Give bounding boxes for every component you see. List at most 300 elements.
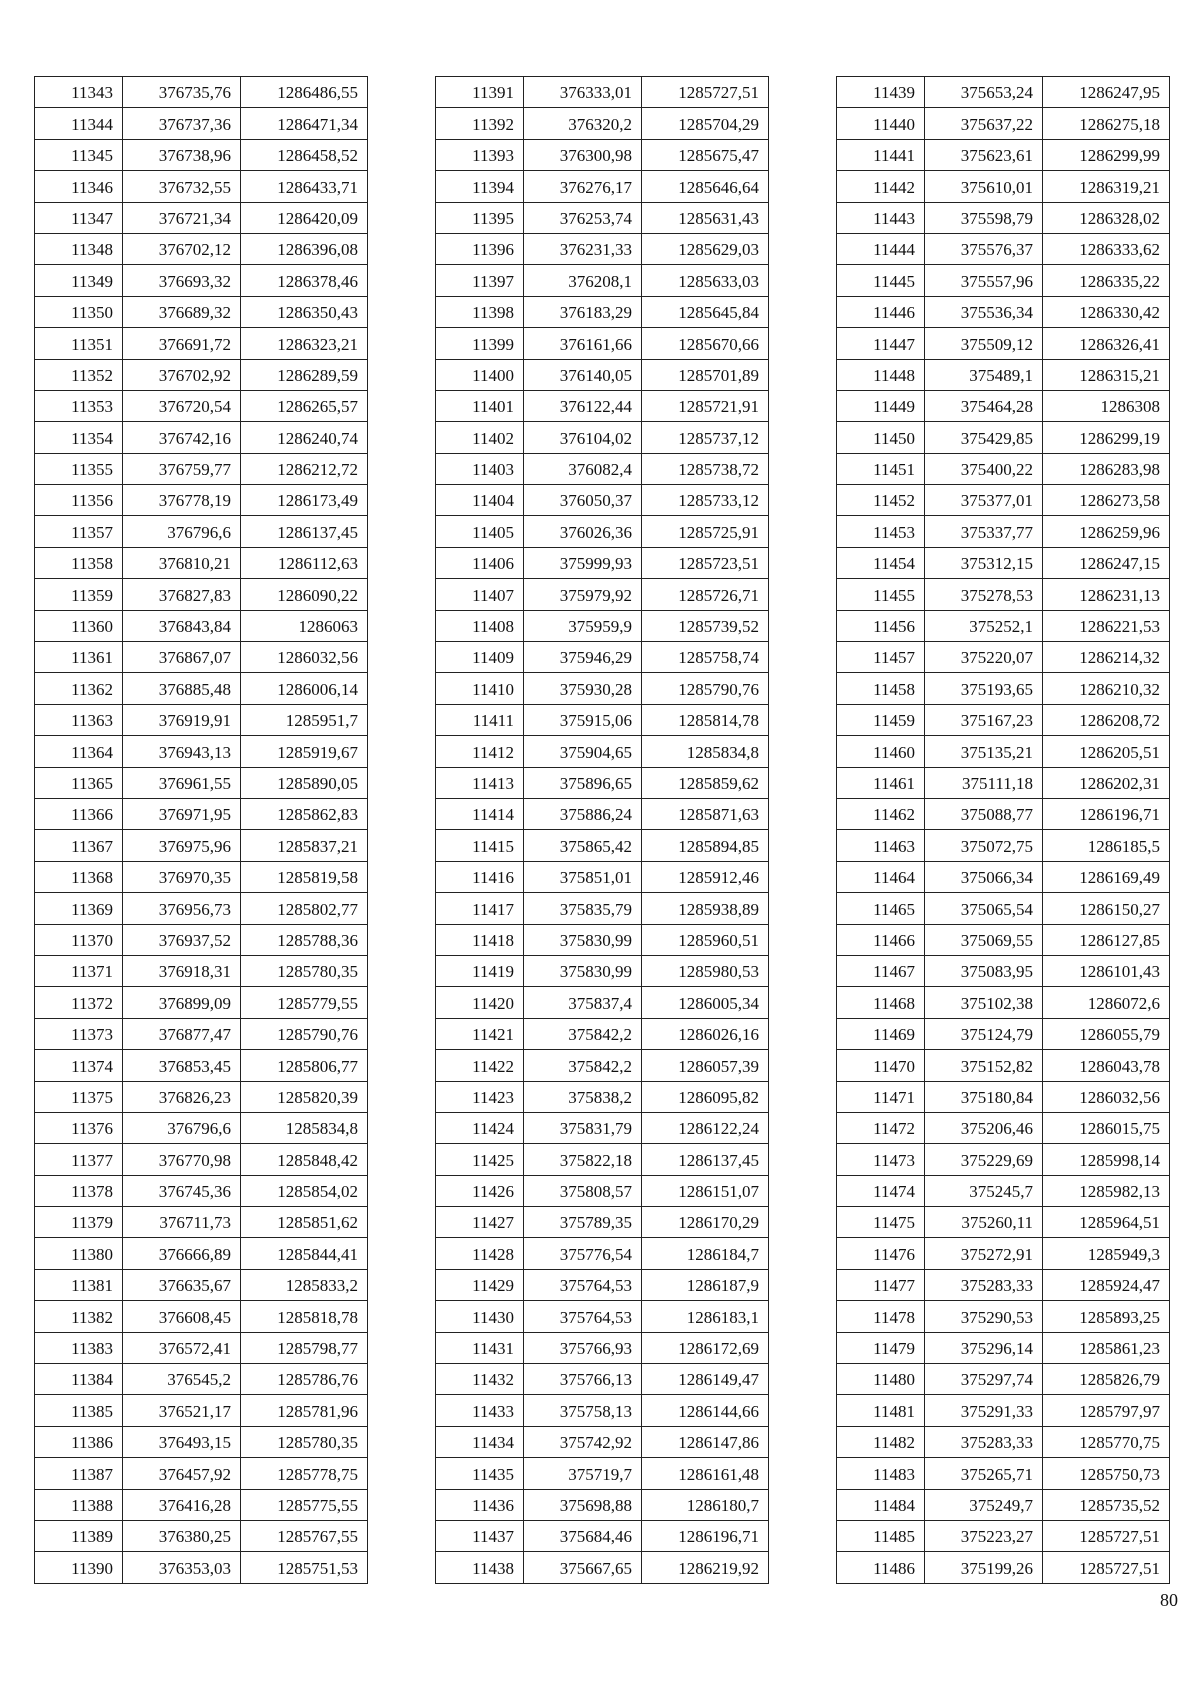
x-coordinate-cell: 375223,27 xyxy=(925,1520,1043,1551)
x-coordinate-cell: 375822,18 xyxy=(524,1144,642,1175)
coordinate-table-1 xyxy=(34,76,368,1584)
x-coordinate-cell: 375536,34 xyxy=(925,296,1043,327)
table-row xyxy=(436,673,769,704)
table-row xyxy=(837,987,1170,1018)
point-number-cell: 11417 xyxy=(436,893,524,924)
table-row xyxy=(436,422,769,453)
point-number-cell: 11376 xyxy=(35,1112,123,1143)
page-number: 80 xyxy=(1160,1590,1178,1610)
y-coordinate-cell: 1285861,23 xyxy=(1043,1332,1170,1363)
x-coordinate-cell: 375930,28 xyxy=(524,673,642,704)
point-number-cell: 11401 xyxy=(436,390,524,421)
y-coordinate-cell: 1285725,91 xyxy=(642,516,769,547)
x-coordinate-cell: 376919,91 xyxy=(123,704,241,735)
x-coordinate-cell: 375297,74 xyxy=(925,1364,1043,1395)
x-coordinate-cell: 376732,55 xyxy=(123,171,241,202)
table-row xyxy=(837,547,1170,578)
table-row xyxy=(837,485,1170,516)
x-coordinate-cell: 375999,93 xyxy=(524,547,642,578)
x-coordinate-cell: 375135,21 xyxy=(925,736,1043,767)
point-number-cell: 11465 xyxy=(837,893,925,924)
point-number-cell: 11387 xyxy=(35,1458,123,1489)
x-coordinate-cell: 376493,15 xyxy=(123,1426,241,1457)
y-coordinate-cell: 1286221,53 xyxy=(1043,610,1170,641)
table-row xyxy=(837,1395,1170,1426)
table-row xyxy=(35,1018,368,1049)
y-coordinate-cell: 1285727,51 xyxy=(642,77,769,108)
point-number-cell: 11462 xyxy=(837,798,925,829)
y-coordinate-cell: 1286005,34 xyxy=(642,987,769,1018)
x-coordinate-cell: 376956,73 xyxy=(123,893,241,924)
x-coordinate-cell: 376161,66 xyxy=(524,328,642,359)
y-coordinate-cell: 1286112,63 xyxy=(241,547,368,578)
table-row xyxy=(35,390,368,421)
point-number-cell: 11347 xyxy=(35,202,123,233)
table-row xyxy=(837,642,1170,673)
x-coordinate-cell: 375102,38 xyxy=(925,987,1043,1018)
table-row xyxy=(35,955,368,986)
x-coordinate-cell: 376635,67 xyxy=(123,1269,241,1300)
x-coordinate-cell: 375283,33 xyxy=(925,1269,1043,1300)
x-coordinate-cell: 376970,35 xyxy=(123,861,241,892)
x-coordinate-cell: 376810,21 xyxy=(123,547,241,578)
point-number-cell: 11448 xyxy=(837,359,925,390)
point-number-cell: 11408 xyxy=(436,610,524,641)
table-row xyxy=(837,767,1170,798)
y-coordinate-cell: 1285951,7 xyxy=(241,704,368,735)
point-number-cell: 11451 xyxy=(837,453,925,484)
point-number-cell: 11366 xyxy=(35,798,123,829)
table-row xyxy=(436,736,769,767)
table-row xyxy=(35,485,368,516)
y-coordinate-cell: 1285814,78 xyxy=(642,704,769,735)
table-row xyxy=(837,1364,1170,1395)
x-coordinate-cell: 375296,14 xyxy=(925,1332,1043,1363)
y-coordinate-cell: 1285779,55 xyxy=(241,987,368,1018)
table-row xyxy=(837,861,1170,892)
y-coordinate-cell: 1286308 xyxy=(1043,390,1170,421)
y-coordinate-cell: 1285862,83 xyxy=(241,798,368,829)
table-row xyxy=(35,924,368,955)
x-coordinate-cell: 376796,6 xyxy=(123,1112,241,1143)
y-coordinate-cell: 1286172,69 xyxy=(642,1332,769,1363)
x-coordinate-cell: 376720,54 xyxy=(123,390,241,421)
table-row xyxy=(436,1112,769,1143)
y-coordinate-cell: 1286265,57 xyxy=(241,390,368,421)
x-coordinate-cell: 376711,73 xyxy=(123,1207,241,1238)
table-row xyxy=(35,547,368,578)
x-coordinate-cell: 376937,52 xyxy=(123,924,241,955)
table-row xyxy=(436,830,769,861)
point-number-cell: 11361 xyxy=(35,642,123,673)
x-coordinate-cell: 376702,12 xyxy=(123,233,241,264)
table-row xyxy=(837,390,1170,421)
table-row xyxy=(35,516,368,547)
y-coordinate-cell: 1285770,75 xyxy=(1043,1426,1170,1457)
table-row xyxy=(436,1332,769,1363)
point-number-cell: 11455 xyxy=(837,579,925,610)
table-row xyxy=(436,1175,769,1206)
table-row xyxy=(837,1175,1170,1206)
table-row xyxy=(837,296,1170,327)
x-coordinate-cell: 376208,1 xyxy=(524,265,642,296)
y-coordinate-cell: 1286433,71 xyxy=(241,171,368,202)
point-number-cell: 11460 xyxy=(837,736,925,767)
table-row xyxy=(436,328,769,359)
point-number-cell: 11483 xyxy=(837,1458,925,1489)
table-row xyxy=(35,1238,368,1269)
y-coordinate-cell: 1286147,86 xyxy=(642,1426,769,1457)
table-row xyxy=(436,202,769,233)
table-row xyxy=(436,924,769,955)
x-coordinate-cell: 376738,96 xyxy=(123,139,241,170)
table-row xyxy=(837,830,1170,861)
x-coordinate-cell: 376770,98 xyxy=(123,1144,241,1175)
y-coordinate-cell: 1285778,75 xyxy=(241,1458,368,1489)
x-coordinate-cell: 376961,55 xyxy=(123,767,241,798)
point-number-cell: 11388 xyxy=(35,1489,123,1520)
y-coordinate-cell: 1285819,58 xyxy=(241,861,368,892)
point-number-cell: 11441 xyxy=(837,139,925,170)
x-coordinate-cell: 375291,33 xyxy=(925,1395,1043,1426)
point-number-cell: 11344 xyxy=(35,108,123,139)
point-number-cell: 11348 xyxy=(35,233,123,264)
table-row xyxy=(35,767,368,798)
table-row xyxy=(436,1301,769,1332)
x-coordinate-cell: 376183,29 xyxy=(524,296,642,327)
x-coordinate-cell: 375088,77 xyxy=(925,798,1043,829)
x-coordinate-cell: 376333,01 xyxy=(524,77,642,108)
point-number-cell: 11450 xyxy=(837,422,925,453)
x-coordinate-cell: 375598,79 xyxy=(925,202,1043,233)
x-coordinate-cell: 375252,1 xyxy=(925,610,1043,641)
x-coordinate-cell: 375152,82 xyxy=(925,1050,1043,1081)
y-coordinate-cell: 1285859,62 xyxy=(642,767,769,798)
x-coordinate-cell: 376735,76 xyxy=(123,77,241,108)
point-number-cell: 11431 xyxy=(436,1332,524,1363)
point-number-cell: 11360 xyxy=(35,610,123,641)
point-number-cell: 11471 xyxy=(837,1081,925,1112)
table-row xyxy=(35,77,368,108)
y-coordinate-cell: 1285751,53 xyxy=(241,1552,368,1583)
y-coordinate-cell: 1285758,74 xyxy=(642,642,769,673)
x-coordinate-cell: 376050,37 xyxy=(524,485,642,516)
x-coordinate-cell: 376702,92 xyxy=(123,359,241,390)
x-coordinate-cell: 375623,61 xyxy=(925,139,1043,170)
point-number-cell: 11403 xyxy=(436,453,524,484)
table-row xyxy=(436,1018,769,1049)
x-coordinate-cell: 375069,55 xyxy=(925,924,1043,955)
x-coordinate-cell: 375489,1 xyxy=(925,359,1043,390)
x-coordinate-cell: 375229,69 xyxy=(925,1144,1043,1175)
table-row xyxy=(436,893,769,924)
point-number-cell: 11364 xyxy=(35,736,123,767)
point-number-cell: 11409 xyxy=(436,642,524,673)
table-row xyxy=(436,610,769,641)
point-number-cell: 11354 xyxy=(35,422,123,453)
y-coordinate-cell: 1286208,72 xyxy=(1043,704,1170,735)
point-number-cell: 11468 xyxy=(837,987,925,1018)
table-row xyxy=(35,1395,368,1426)
table-row xyxy=(837,673,1170,704)
x-coordinate-cell: 376231,33 xyxy=(524,233,642,264)
y-coordinate-cell: 1286127,85 xyxy=(1043,924,1170,955)
x-coordinate-cell: 375272,91 xyxy=(925,1238,1043,1269)
point-number-cell: 11404 xyxy=(436,485,524,516)
y-coordinate-cell: 1285701,89 xyxy=(642,359,769,390)
table-row xyxy=(837,610,1170,641)
point-number-cell: 11358 xyxy=(35,547,123,578)
y-coordinate-cell: 1285851,62 xyxy=(241,1207,368,1238)
point-number-cell: 11345 xyxy=(35,139,123,170)
y-coordinate-cell: 1285848,42 xyxy=(241,1144,368,1175)
point-number-cell: 11378 xyxy=(35,1175,123,1206)
point-number-cell: 11428 xyxy=(436,1238,524,1269)
point-number-cell: 11363 xyxy=(35,704,123,735)
y-coordinate-cell: 1286144,66 xyxy=(642,1395,769,1426)
table-row xyxy=(436,1238,769,1269)
table-row xyxy=(35,1175,368,1206)
point-number-cell: 11397 xyxy=(436,265,524,296)
coordinate-table-2 xyxy=(435,76,769,1584)
table-row xyxy=(436,1395,769,1426)
x-coordinate-cell: 375290,53 xyxy=(925,1301,1043,1332)
x-coordinate-cell: 375220,07 xyxy=(925,642,1043,673)
point-number-cell: 11410 xyxy=(436,673,524,704)
y-coordinate-cell: 1286122,24 xyxy=(642,1112,769,1143)
y-coordinate-cell: 1285735,52 xyxy=(1043,1489,1170,1520)
table-row xyxy=(837,579,1170,610)
table-row xyxy=(837,1018,1170,1049)
x-coordinate-cell: 375509,12 xyxy=(925,328,1043,359)
y-coordinate-cell: 1285733,12 xyxy=(642,485,769,516)
x-coordinate-cell: 376666,89 xyxy=(123,1238,241,1269)
y-coordinate-cell: 1286326,41 xyxy=(1043,328,1170,359)
table-row xyxy=(837,171,1170,202)
table-row xyxy=(436,642,769,673)
point-number-cell: 11477 xyxy=(837,1269,925,1300)
point-number-cell: 11446 xyxy=(837,296,925,327)
x-coordinate-cell: 376721,34 xyxy=(123,202,241,233)
x-coordinate-cell: 375653,24 xyxy=(925,77,1043,108)
x-coordinate-cell: 375193,65 xyxy=(925,673,1043,704)
x-coordinate-cell: 375764,53 xyxy=(524,1301,642,1332)
point-number-cell: 11435 xyxy=(436,1458,524,1489)
point-number-cell: 11436 xyxy=(436,1489,524,1520)
y-coordinate-cell: 1286333,62 xyxy=(1043,233,1170,264)
point-number-cell: 11476 xyxy=(837,1238,925,1269)
y-coordinate-cell: 1285893,25 xyxy=(1043,1301,1170,1332)
y-coordinate-cell: 1285629,03 xyxy=(642,233,769,264)
point-number-cell: 11402 xyxy=(436,422,524,453)
y-coordinate-cell: 1286026,16 xyxy=(642,1018,769,1049)
y-coordinate-cell: 1285912,46 xyxy=(642,861,769,892)
table-row xyxy=(837,265,1170,296)
table-row xyxy=(436,1081,769,1112)
x-coordinate-cell: 375557,96 xyxy=(925,265,1043,296)
x-coordinate-cell: 375260,11 xyxy=(925,1207,1043,1238)
y-coordinate-cell: 1285797,97 xyxy=(1043,1395,1170,1426)
point-number-cell: 11396 xyxy=(436,233,524,264)
table-row xyxy=(837,1050,1170,1081)
table-row xyxy=(837,798,1170,829)
point-number-cell: 11423 xyxy=(436,1081,524,1112)
x-coordinate-cell: 375865,42 xyxy=(524,830,642,861)
point-number-cell: 11486 xyxy=(837,1552,925,1583)
x-coordinate-cell: 375278,53 xyxy=(925,579,1043,610)
y-coordinate-cell: 1285826,79 xyxy=(1043,1364,1170,1395)
point-number-cell: 11469 xyxy=(837,1018,925,1049)
point-number-cell: 11380 xyxy=(35,1238,123,1269)
y-coordinate-cell: 1286240,74 xyxy=(241,422,368,453)
x-coordinate-cell: 376082,4 xyxy=(524,453,642,484)
y-coordinate-cell: 1285670,66 xyxy=(642,328,769,359)
x-coordinate-cell: 376885,48 xyxy=(123,673,241,704)
y-coordinate-cell: 1286273,58 xyxy=(1043,485,1170,516)
table-row xyxy=(837,233,1170,264)
table-row xyxy=(436,1364,769,1395)
table-row xyxy=(837,1081,1170,1112)
table-row xyxy=(35,1489,368,1520)
point-number-cell: 11419 xyxy=(436,955,524,986)
point-number-cell: 11399 xyxy=(436,328,524,359)
y-coordinate-cell: 1286161,48 xyxy=(642,1458,769,1489)
point-number-cell: 11422 xyxy=(436,1050,524,1081)
y-coordinate-cell: 1285788,36 xyxy=(241,924,368,955)
point-number-cell: 11406 xyxy=(436,547,524,578)
x-coordinate-cell: 375766,93 xyxy=(524,1332,642,1363)
y-coordinate-cell: 1286231,13 xyxy=(1043,579,1170,610)
point-number-cell: 11424 xyxy=(436,1112,524,1143)
point-number-cell: 11485 xyxy=(837,1520,925,1551)
y-coordinate-cell: 1286396,08 xyxy=(241,233,368,264)
x-coordinate-cell: 376026,36 xyxy=(524,516,642,547)
table-row xyxy=(837,108,1170,139)
table-row xyxy=(436,1144,769,1175)
x-coordinate-cell: 375904,65 xyxy=(524,736,642,767)
y-coordinate-cell: 1285739,52 xyxy=(642,610,769,641)
y-coordinate-cell: 1285949,3 xyxy=(1043,1238,1170,1269)
y-coordinate-cell: 1286420,09 xyxy=(241,202,368,233)
y-coordinate-cell: 1285798,77 xyxy=(241,1332,368,1363)
point-number-cell: 11478 xyxy=(837,1301,925,1332)
table-row xyxy=(837,328,1170,359)
point-number-cell: 11470 xyxy=(837,1050,925,1081)
y-coordinate-cell: 1285675,47 xyxy=(642,139,769,170)
point-number-cell: 11438 xyxy=(436,1552,524,1583)
x-coordinate-cell: 375842,2 xyxy=(524,1050,642,1081)
point-number-cell: 11425 xyxy=(436,1144,524,1175)
x-coordinate-cell: 375979,92 xyxy=(524,579,642,610)
y-coordinate-cell: 1286202,31 xyxy=(1043,767,1170,798)
y-coordinate-cell: 1286323,21 xyxy=(241,328,368,359)
table-row xyxy=(436,1552,769,1583)
y-coordinate-cell: 1285820,39 xyxy=(241,1081,368,1112)
point-number-cell: 11475 xyxy=(837,1207,925,1238)
x-coordinate-cell: 375684,46 xyxy=(524,1520,642,1551)
x-coordinate-cell: 375312,15 xyxy=(925,547,1043,578)
point-number-cell: 11379 xyxy=(35,1207,123,1238)
y-coordinate-cell: 1285938,89 xyxy=(642,893,769,924)
point-number-cell: 11459 xyxy=(837,704,925,735)
x-coordinate-cell: 376416,28 xyxy=(123,1489,241,1520)
table-row xyxy=(436,265,769,296)
y-coordinate-cell: 1286184,7 xyxy=(642,1238,769,1269)
table-row xyxy=(35,233,368,264)
table-row xyxy=(436,1520,769,1551)
x-coordinate-cell: 376693,32 xyxy=(123,265,241,296)
y-coordinate-cell: 1285738,72 xyxy=(642,453,769,484)
point-number-cell: 11355 xyxy=(35,453,123,484)
x-coordinate-cell: 375766,13 xyxy=(524,1364,642,1395)
x-coordinate-cell: 375400,22 xyxy=(925,453,1043,484)
point-number-cell: 11365 xyxy=(35,767,123,798)
y-coordinate-cell: 1286072,6 xyxy=(1043,987,1170,1018)
point-number-cell: 11373 xyxy=(35,1018,123,1049)
y-coordinate-cell: 1286183,1 xyxy=(642,1301,769,1332)
point-number-cell: 11389 xyxy=(35,1520,123,1551)
table-row xyxy=(436,516,769,547)
table-row xyxy=(35,1081,368,1112)
y-coordinate-cell: 1286150,27 xyxy=(1043,893,1170,924)
y-coordinate-cell: 1285818,78 xyxy=(241,1301,368,1332)
y-coordinate-cell: 1286170,29 xyxy=(642,1207,769,1238)
x-coordinate-cell: 375758,13 xyxy=(524,1395,642,1426)
y-coordinate-cell: 1285721,91 xyxy=(642,390,769,421)
point-number-cell: 11439 xyxy=(837,77,925,108)
point-number-cell: 11381 xyxy=(35,1269,123,1300)
y-coordinate-cell: 1286205,51 xyxy=(1043,736,1170,767)
x-coordinate-cell: 375249,7 xyxy=(925,1489,1043,1520)
x-coordinate-cell: 376778,19 xyxy=(123,485,241,516)
y-coordinate-cell: 1285645,84 xyxy=(642,296,769,327)
point-number-cell: 11394 xyxy=(436,171,524,202)
x-coordinate-cell: 375429,85 xyxy=(925,422,1043,453)
table-row xyxy=(35,359,368,390)
point-number-cell: 11405 xyxy=(436,516,524,547)
point-number-cell: 11466 xyxy=(837,924,925,955)
x-coordinate-cell: 376122,44 xyxy=(524,390,642,421)
x-coordinate-cell: 375837,4 xyxy=(524,987,642,1018)
point-number-cell: 11484 xyxy=(837,1489,925,1520)
x-coordinate-cell: 375199,26 xyxy=(925,1552,1043,1583)
table-row xyxy=(35,704,368,735)
point-number-cell: 11445 xyxy=(837,265,925,296)
table-row xyxy=(436,77,769,108)
table-row xyxy=(837,202,1170,233)
table-row xyxy=(436,1458,769,1489)
x-coordinate-cell: 375610,01 xyxy=(925,171,1043,202)
table-row xyxy=(35,328,368,359)
table-row xyxy=(35,642,368,673)
x-coordinate-cell: 376745,36 xyxy=(123,1175,241,1206)
table-row xyxy=(436,798,769,829)
point-number-cell: 11390 xyxy=(35,1552,123,1583)
x-coordinate-cell: 375111,18 xyxy=(925,767,1043,798)
y-coordinate-cell: 1286032,56 xyxy=(241,642,368,673)
y-coordinate-cell: 1286043,78 xyxy=(1043,1050,1170,1081)
point-number-cell: 11482 xyxy=(837,1426,925,1457)
y-coordinate-cell: 1285781,96 xyxy=(241,1395,368,1426)
x-coordinate-cell: 376276,17 xyxy=(524,171,642,202)
x-coordinate-cell: 375831,79 xyxy=(524,1112,642,1143)
x-coordinate-cell: 375464,28 xyxy=(925,390,1043,421)
x-coordinate-cell: 376943,13 xyxy=(123,736,241,767)
table-row xyxy=(35,1364,368,1395)
table-row xyxy=(436,139,769,170)
y-coordinate-cell: 1286259,96 xyxy=(1043,516,1170,547)
table-row xyxy=(837,924,1170,955)
